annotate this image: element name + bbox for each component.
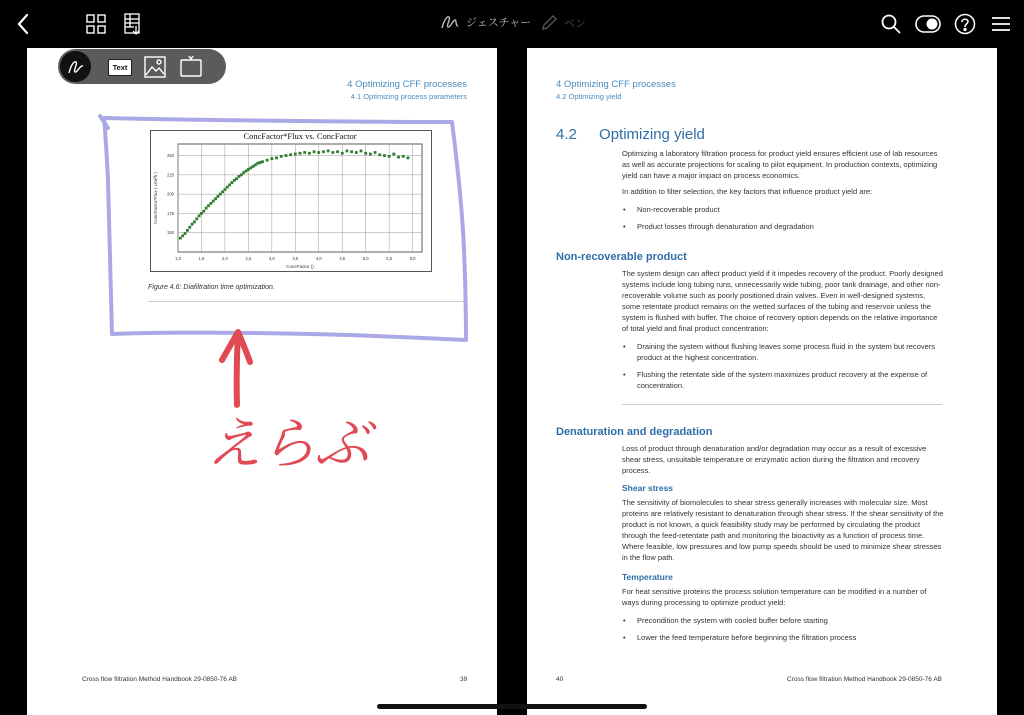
y-axis-label: ConcFactor*Flux ( L/m²h ) (153, 172, 158, 224)
gesture-icon (440, 14, 460, 30)
scribble-icon (67, 59, 85, 75)
back-chevron-icon[interactable] (12, 12, 34, 36)
data-point (275, 156, 278, 159)
list-item: • Non-recoverable product (622, 204, 944, 215)
x-tick-label: 1,5 (198, 256, 205, 261)
left-header-chapter: 4 Optimizing CFF processes (347, 79, 467, 90)
crop-tool-button[interactable] (179, 55, 203, 79)
data-point (280, 155, 283, 158)
data-point (374, 151, 377, 154)
section-title: Optimizing yield (599, 126, 705, 143)
right-page-number: 40 (556, 676, 564, 683)
floating-tool-palette (58, 49, 226, 84)
image-tool-button[interactable] (144, 56, 166, 78)
denat-paragraph: Loss of product through denaturation and/or degradation may occur as a result of excessive shear stress, unsuitable temperature or enzymatic action during the filtration and recovery process. (622, 444, 927, 475)
left-page (27, 48, 497, 715)
data-point (299, 152, 302, 155)
list-item: • Flushing the retentate side of the system maximizes product recovery at the expense of concentration. (622, 369, 944, 391)
right-header-section: 4.2 Optimizing yield (556, 92, 622, 101)
x-tick-label: 6,0 (409, 256, 416, 261)
data-point (392, 153, 395, 156)
x-tick-label: 4,0 (315, 256, 322, 261)
gesture-label: ジェスチャー (466, 17, 532, 29)
data-point (285, 154, 288, 157)
temperature-paragraph: For heat sensitive proteins the process solution temperature can be modified in a number of ways during processing to optimize product yield: (622, 587, 927, 607)
data-point (360, 150, 363, 153)
x-axis-label: ConcFactor () (286, 264, 314, 269)
grid-view-icon[interactable] (85, 13, 107, 35)
handwritten-note: えらぶ (206, 412, 368, 477)
data-point (383, 154, 386, 157)
figure-caption: Figure 4.6: Diafiltration time optimization. (148, 284, 275, 291)
left-footer-title: Cross flow filtration Method Handbook 29-0850-76 AB (82, 676, 238, 683)
data-point (266, 159, 269, 162)
data-point (369, 153, 372, 156)
x-tick-label: 2,5 (245, 256, 252, 261)
y-tick-label: 175 (167, 210, 174, 216)
y-tick-label: 225 (167, 172, 174, 178)
temperature-heading: Temperature (622, 572, 673, 582)
left-page-number: 39 (460, 676, 468, 683)
section-number: 4.2 (556, 126, 577, 143)
pen-icon (540, 14, 558, 32)
pen-tool-button[interactable] (60, 51, 91, 82)
list-item: • Draining the system without flushing leaves some process fluid in the system but recovers product at the highest concentration. (622, 341, 944, 363)
help-icon[interactable] (953, 12, 977, 36)
section-heading (556, 126, 705, 143)
x-tick-label: 1,0 (175, 256, 181, 261)
pen-label: ペン (564, 18, 586, 30)
text-tool-label: Text (112, 63, 128, 72)
data-point (261, 160, 264, 163)
right-header-chapter: 4 Optimizing CFF processes (556, 79, 676, 90)
list-item: • Lower the feed temperature before beginning the filtration process (622, 632, 944, 643)
nonrec-heading: Non-recoverable product (556, 251, 687, 263)
right-page (527, 48, 997, 715)
data-point (289, 153, 292, 156)
data-point (270, 157, 273, 160)
x-tick-label: 5,0 (362, 256, 369, 261)
temperature-list (622, 615, 944, 643)
nonrec-block (622, 268, 944, 397)
data-point (193, 221, 196, 224)
x-tick-label: 4,5 (339, 256, 346, 261)
shear-heading: Shear stress (622, 483, 674, 493)
y-tick-label: 250 (167, 153, 174, 159)
shear-paragraph: The sensitivity of biomolecules to shear stress generally increases with molecular size. Most proteins are relatively resistant to denaturation through shear stress. If the shear sensitivity of the product is not known, a quick feasibility study may be performed by circulating the product through the feed-retentate path and monitoring the bioactivity as a function of process time. Where feasible, low pressures and low pump speeds should be used to minimize shear stresses in the flow path. (622, 498, 944, 562)
nonrec-list (622, 341, 944, 391)
figure-divider (148, 301, 468, 302)
pen-mode-toggle[interactable] (540, 14, 586, 32)
display-toggle-icon[interactable] (914, 13, 942, 35)
data-point (336, 150, 339, 153)
gesture-mode-toggle[interactable] (440, 14, 531, 30)
data-point (184, 232, 187, 235)
data-point (327, 150, 330, 153)
intro-paragraph-2: In addition to filter selection, the key factors that influence product yield are: (622, 187, 873, 196)
denat-heading: Denaturation and degradation (556, 426, 713, 438)
intro-block (622, 148, 944, 238)
text-tool-button[interactable] (108, 59, 132, 76)
flux-chart (150, 130, 432, 272)
x-tick-label: 3,0 (268, 256, 275, 261)
search-icon[interactable] (880, 13, 902, 35)
data-point (407, 156, 410, 159)
list-item: • Precondition the system with cooled buffer before starting (622, 615, 944, 626)
right-footer-title: Cross flow filtration Method Handbook 29-0850-76 AB (786, 676, 942, 683)
data-point (294, 153, 297, 156)
data-point (303, 151, 306, 154)
x-tick-label: 2,0 (222, 256, 228, 261)
data-point (364, 152, 367, 155)
data-point (308, 152, 311, 155)
data-point (402, 155, 405, 158)
data-point (317, 151, 320, 154)
data-point (313, 150, 316, 153)
nonrec-paragraph: The system design can affect product yield if it impedes recovery of the product. Poorly designed systems include long tubing runs, unnecessarily wide tubing, poor tank drainage, and other non-recoverable volume such as poorly positioned drain valves. Even in well-designed systems, some retentate product remains on the wetted surfaces of the tubing and reservoir unless the system is flushed with buffer. The choice of recovery option depends on the relative importance of total yield and final product concentration: (622, 269, 943, 333)
data-point (186, 229, 189, 232)
data-point (378, 153, 381, 156)
list-item: • Product losses through denaturation and degradation (622, 221, 944, 232)
top-toolbar (0, 0, 1024, 48)
x-tick-label: 5,5 (386, 256, 393, 261)
data-point (322, 150, 325, 153)
y-tick-label: 200 (167, 191, 174, 197)
data-point (350, 150, 353, 153)
intro-list (622, 204, 944, 232)
data-point (195, 217, 198, 220)
data-point (341, 152, 344, 155)
data-point (388, 155, 391, 158)
x-tick-label: 3,5 (292, 256, 299, 261)
image-icon (144, 56, 166, 78)
chart-title: ConcFactor*Flux vs. ConcFactor (243, 131, 357, 141)
temperature-block (622, 586, 944, 649)
page-export-icon[interactable] (122, 12, 144, 36)
menu-icon[interactable] (990, 13, 1012, 35)
intro-paragraph-1: Optimizing a laboratory filtration process for product yield ensures efficient use of lab resources as well as accurate projections for scaling to pilot equipment. In production contexts, optimizing yield can have a major impact on process economics. (622, 149, 938, 180)
data-point (202, 210, 205, 213)
left-header-section: 4.1 Optimizing process parameters (350, 92, 467, 101)
y-tick-label: 150 (167, 230, 174, 236)
data-point (188, 226, 191, 229)
frame-icon (179, 55, 203, 79)
data-point (346, 150, 349, 153)
data-point (331, 151, 334, 154)
section-divider (622, 404, 942, 405)
home-indicator (377, 704, 647, 709)
data-point (355, 151, 358, 154)
data-point (397, 156, 400, 159)
